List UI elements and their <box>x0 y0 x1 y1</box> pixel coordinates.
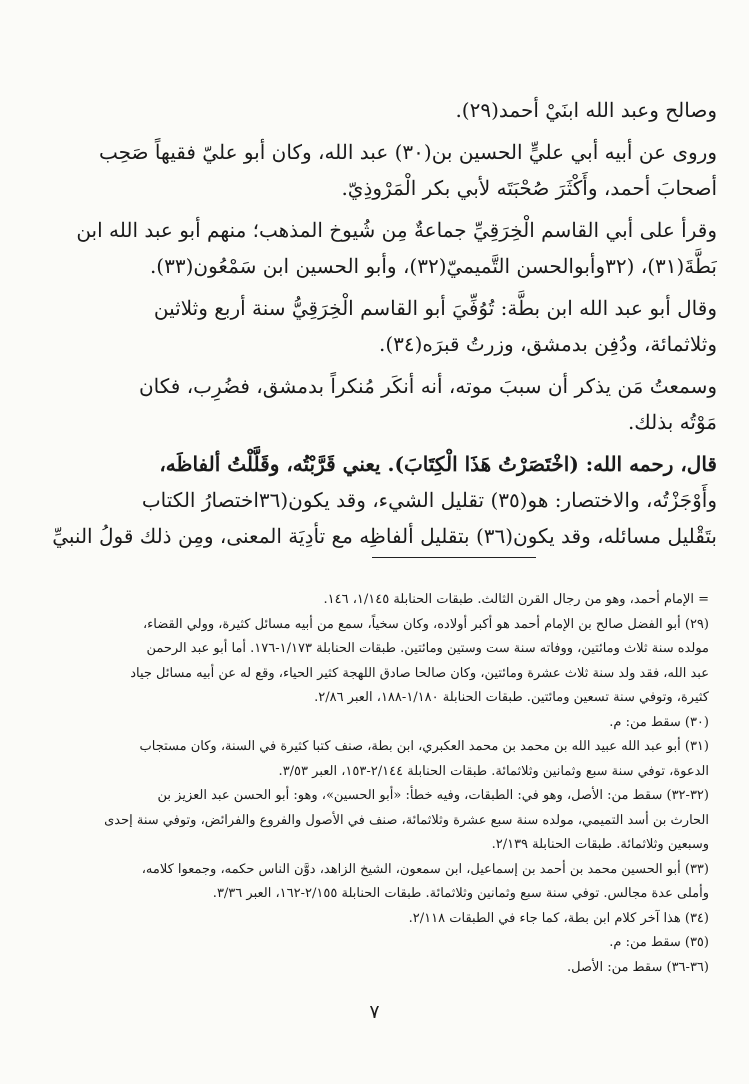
footnote-line: عبد الله، فقد ولد سنة ثلاث عشرة ومائتين، وكان صالحا صادق اللهجة كثير الحياء، وقع له عن أبيه مسائل جياد <box>130 665 709 681</box>
text-line: وروى عن أبيه أبي عليٍّ الحسين بن(٣٠) عبد الله، وكان أبو عليّ فقيهاً صَحِب <box>99 140 717 164</box>
footnote-line: = الإمام أحمد، وهو من رجال القرن الثالث. طبقات الحنابلة ١/١٤٥، ١٤٦. <box>323 592 709 607</box>
page-number: ٧ <box>369 1001 380 1023</box>
footnote-line: (٣٦-٣٦) سقط من: الأصل. <box>567 959 709 975</box>
footnotes <box>49 588 709 980</box>
footnote-line: الحارث بن أسد التميمي، مولده سنة سبع عشرة وثلاثمائة، صنف في الأصول والفروع والفرائض، وتوفي سنة إحدى <box>104 812 709 828</box>
text-line: وقرأ على أبي القاسم الْخِرَقِيِّ جماعةٌ مِن شُيوخ المذهب؛ منهم أبو عبد الله ابن <box>76 218 717 242</box>
text-line: مَوْتُه بذلك. <box>627 410 717 434</box>
text-line: وسمعتُ مَن يذكر أن سببَ موته، أنه أنكَر مُنكراً بدمشق، فضُرِب، فكان <box>138 374 717 398</box>
footnote-line: (٣٤) هذا آخر كلام ابن بطة، كما جاء في الطبقات ٢/١١٨. <box>408 910 709 926</box>
text-line: بتَقْليل مسائله، وقد يكون(٣٦) بتقليل ألفاظِه مع تأدِيَة المعنى، ومِن ذلك قولُ النبيِّ <box>52 524 717 548</box>
text-line: وصالح وعبد الله ابنَيْ أحمد(٢٩). <box>455 98 717 122</box>
footnote-line: مولده سنة ثلاث ومائتين، ووفاته سنة ست وستين ومائتين. طبقات الحنابلة ١/١٧٣-١٧٦. أما أبو عبد الرحمن <box>146 641 709 656</box>
text-line: وثلاثمائة، ودُفِن بدمشق، وزرتُ قبرَه(٣٤). <box>378 332 717 356</box>
footnote-line: الدعوة، توفي سنة سبع وثمانين وثلاثمائة. طبقات الحنابلة ٢/١٤٤-١٥٣، العبر ٣/٥٣. <box>278 763 709 779</box>
footnote-line: (٣٥) سقط من: م. <box>609 935 709 950</box>
footnote-separator <box>372 557 536 558</box>
footnote-line: (٣٣) أبو الحسين محمد بن أحمد بن إسماعيل، ابن سمعون، الشيخ الزاهد، دوَّن الناس حكمه، وجمعوا كلامه، <box>141 861 709 877</box>
text-line: قال، رحمه الله: (اخْتَصَرْتُ هَذَا الْكِتَابَ). يعني قَرَّبْتُه، وقَلَّلْتُ ألفاظَه، <box>159 452 717 476</box>
footnote-line: كثيرة، وتوفي سنة تسعين ومائتين. طبقات الحنابلة ١/١٨٠-١٨٨، العبر ٢/٨٦. <box>314 690 709 705</box>
text-line: أصحابَ أحمد، وأَكْثَرَ صُحْبَتَه لأبي بكر الْمَرْوذِيّ. <box>341 176 717 200</box>
footnote-line: (٣٠) سقط من: م. <box>609 714 709 730</box>
text-line: وأَوْجَزْتُه، والاختصار: هو(٣٥) تقليل الشيء، وقد يكون(٣٦اختصارُ الكتاب <box>141 488 717 512</box>
footnote-line: وسبعين وثلاثمائة. طبقات الحنابلة ٢/١٣٩. <box>491 837 709 852</box>
footnote-line: (٢٩) أبو الفضل صالح بن الإمام أحمد هو أكبر أولاده، وكان سخياً، سمع من أبيه مسائل كثيرة، وولي القضاء، <box>142 616 709 632</box>
main-text <box>49 92 717 554</box>
footnote-line: (٣٢-٣٢) سقط من: الأصل، وهو في: الطبقات، وفيه خطأ: «أبو الحسين»، وهو: أبو الحسن عبد العزيز بن <box>157 788 709 803</box>
footnote-line: وأملى عدة مجالس. توفي سنة سبع وثمانين وثلاثمائة. طبقات الحنابلة ٢/١٥٥-١٦٢، العبر ٣/٣٦. <box>212 886 709 901</box>
footnote-line: (٣١) أبو عبد الله عبيد الله بن محمد بن محمد العكبري، ابن بطة، صنف كتبا كثيرة في السنة، وكان مستجاب <box>139 739 709 754</box>
text-line: وقال أبو عبد الله ابن بطَّة: تُوُفِّيَ أبو القاسم الْخِرَقِيُّ سنة أربع وثلاثين <box>153 296 717 320</box>
text-line: بَطَّةَ(٣١)، (٣٢وأبوالحسن التَّميميّ(٣٢)، وأبو الحسين ابن سَمْعُون(٣٣). <box>149 254 717 278</box>
